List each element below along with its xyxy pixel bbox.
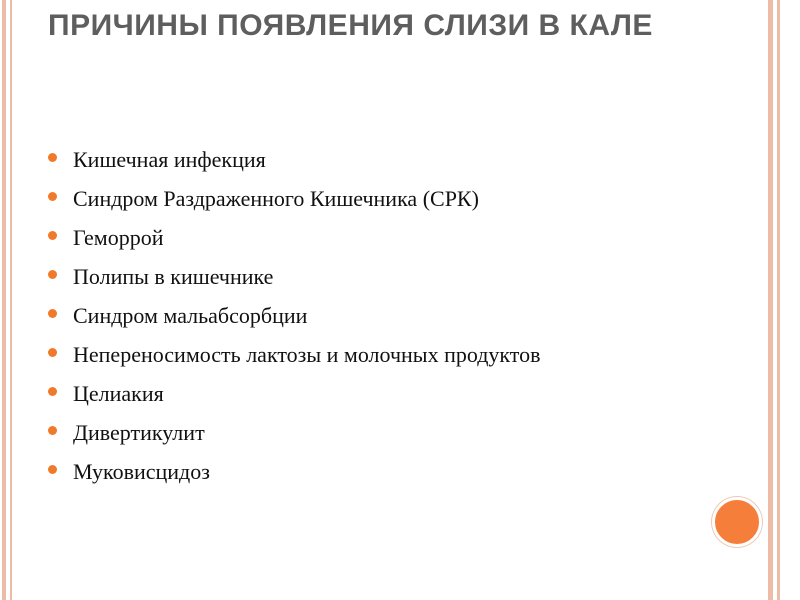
right-border-line-inner bbox=[777, 0, 780, 600]
bullet-item bbox=[48, 262, 738, 291]
bullet-list bbox=[48, 145, 738, 496]
bullet-item bbox=[48, 457, 738, 486]
bullet-dot-icon bbox=[48, 387, 57, 396]
bullet-item bbox=[48, 184, 738, 213]
bullet-dot-icon bbox=[48, 192, 57, 201]
left-border-line-inner bbox=[10, 0, 12, 600]
bullet-item bbox=[48, 301, 738, 330]
bullet-text: Синдром Раздраженного Кишечника (СРК) bbox=[73, 186, 479, 211]
bullet-text: Геморрой bbox=[73, 225, 164, 250]
bullet-item bbox=[48, 223, 738, 252]
slide-title: ПРИЧИНЫ ПОЯВЛЕНИЯ СЛИЗИ В КАЛЕ bbox=[48, 9, 653, 42]
bullet-dot-icon bbox=[48, 153, 57, 162]
bullet-item bbox=[48, 418, 738, 447]
bullet-dot-icon bbox=[48, 426, 57, 435]
bullet-item bbox=[48, 340, 738, 369]
orange-circle-icon bbox=[712, 497, 762, 547]
right-border-line-outer bbox=[768, 0, 773, 600]
bullet-dot-icon bbox=[48, 309, 57, 318]
bullet-text: Муковисцидоз bbox=[73, 459, 210, 484]
bullet-text: Непереносимость лактозы и молочных продуктов bbox=[73, 342, 541, 367]
left-border-line-outer bbox=[2, 0, 6, 600]
bullet-text: Дивертикулит bbox=[73, 420, 205, 445]
bullet-item bbox=[48, 379, 738, 408]
bullet-text: Целиакия bbox=[73, 381, 164, 406]
bullet-dot-icon bbox=[48, 348, 57, 357]
bullet-text: Полипы в кишечнике bbox=[73, 264, 274, 289]
bullet-text: Кишечная инфекция bbox=[73, 147, 266, 172]
bullet-dot-icon bbox=[48, 231, 57, 240]
bullet-text: Синдром мальабсорбции bbox=[73, 303, 308, 328]
bullet-dot-icon bbox=[48, 270, 57, 279]
bullet-dot-icon bbox=[48, 465, 57, 474]
bullet-item bbox=[48, 145, 738, 174]
